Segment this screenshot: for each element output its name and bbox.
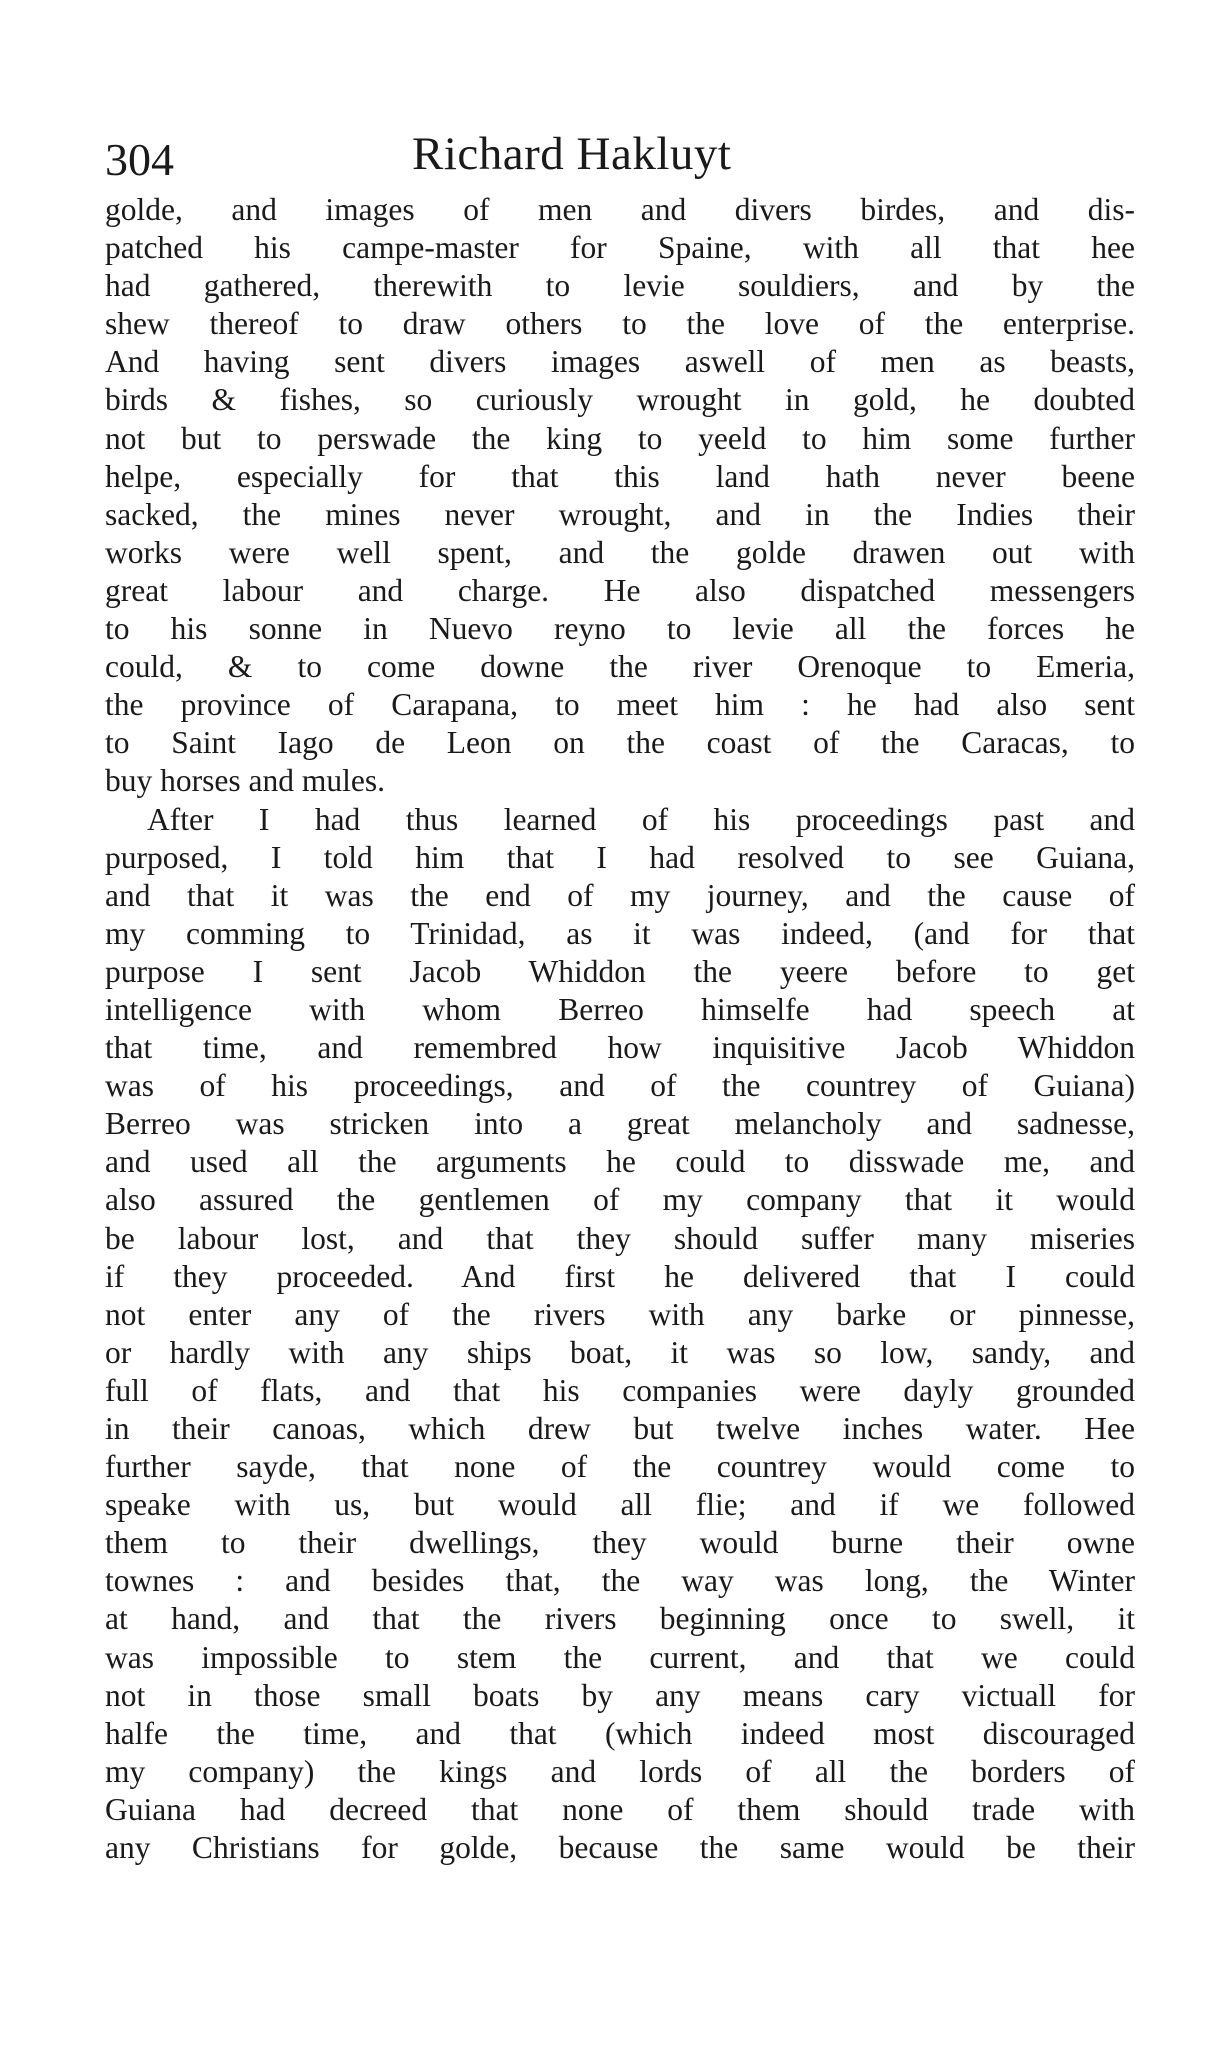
- text-line: halfe the time, and that (which indeed most discouraged: [105, 1715, 1135, 1751]
- body-text: [105, 191, 1135, 1867]
- text-line: golde, and images of men and divers birdes, and dis-: [105, 192, 1135, 227]
- text-line: not but to perswade the king to yeeld to him some further: [105, 420, 1135, 456]
- text-line: them to their dwellings, they would burne their owne: [105, 1525, 1135, 1561]
- text-line: purpose I sent Jacob Whiddon the yeere before to get: [105, 953, 1135, 989]
- text-line: the province of Carapana, to meet him : he had also sent: [105, 687, 1135, 723]
- text-line: and used all the arguments he could to disswade me, and: [105, 1144, 1135, 1180]
- text-line: not enter any of the rivers with any barke or pinnesse,: [105, 1296, 1135, 1332]
- page-number: 304: [105, 134, 174, 185]
- text-line: and that it was the end of my journey, and the cause of: [105, 877, 1135, 913]
- text-line: speake with us, but would all flie; and if we followed: [105, 1487, 1135, 1523]
- text-line: shew thereof to draw others to the love of the enterprise.: [105, 306, 1135, 342]
- text-line: that time, and remembred how inquisitive Jacob Whiddon: [105, 1030, 1135, 1066]
- text-line: or hardly with any ships boat, it was so low, sandy, and: [105, 1334, 1135, 1370]
- text-line: my comming to Trinidad, as it was indeed, (and for that: [105, 915, 1135, 951]
- text-line: to Saint Iago de Leon on the coast of the Caracas, to: [105, 725, 1135, 761]
- text-line: helpe, especially for that this land hath never beene: [105, 458, 1135, 494]
- text-line: townes : and besides that, the way was long, the Winter: [105, 1563, 1135, 1599]
- text-line: had gathered, therewith to levie souldiers, and by the: [105, 268, 1135, 304]
- text-line: works were well spent, and the golde drawen out with: [105, 534, 1135, 570]
- text-line: full of flats, and that his companies were dayly grounded: [105, 1372, 1135, 1408]
- text-line: great labour and charge. He also dispatched messengers: [105, 572, 1135, 608]
- text-line: could, & to come downe the river Orenoque to Emeria,: [105, 649, 1135, 685]
- book-page: [105, 125, 1135, 1867]
- text-line: purposed, I told him that I had resolved to see Guiana,: [105, 839, 1135, 875]
- text-line: Berreo was stricken into a great melancholy and sadnesse,: [105, 1106, 1135, 1142]
- text-line: buy horses and mules.: [105, 763, 385, 799]
- text-line: in their canoas, which drew but twelve inches water. Hee: [105, 1411, 1135, 1446]
- text-line: my company) the kings and lords of all the borders of: [105, 1753, 1135, 1789]
- text-line: Guiana had decreed that none of them should trade with: [105, 1791, 1135, 1827]
- text-line: not in those small boats by any means cary victuall for: [105, 1677, 1135, 1713]
- text-line: further sayde, that none of the countrey would come to: [105, 1449, 1135, 1485]
- text-line: any Christians for golde, because the same would be their: [105, 1830, 1135, 1866]
- text-line: to his sonne in Nuevo reyno to levie all the forces he: [105, 611, 1135, 647]
- text-line: birds & fishes, so curiously wrought in gold, he doubted: [105, 382, 1135, 418]
- running-head: [105, 125, 1135, 183]
- text-line: After I had thus learned of his proceedings past and: [147, 801, 1135, 837]
- text-line: was impossible to stem the current, and that we could: [105, 1639, 1135, 1675]
- text-line: was of his proceedings, and of the countrey of Guiana): [105, 1068, 1135, 1104]
- text-line: also assured the gentlemen of my company that it would: [105, 1182, 1135, 1218]
- text-line: be labour lost, and that they should suffer many miseries: [105, 1220, 1135, 1256]
- text-line: at hand, and that the rivers beginning once to swell, it: [105, 1601, 1135, 1637]
- text-line: intelligence with whom Berreo himselfe had speech at: [105, 991, 1135, 1027]
- text-line: sacked, the mines never wrought, and in the Indies their: [105, 496, 1135, 532]
- text-line: if they proceeded. And first he delivered that I could: [105, 1258, 1135, 1294]
- text-line: patched his campe-master for Spaine, with all that hee: [105, 230, 1135, 266]
- text-line: And having sent divers images aswell of men as beasts,: [105, 344, 1135, 380]
- running-title: Richard Hakluyt: [412, 128, 732, 180]
